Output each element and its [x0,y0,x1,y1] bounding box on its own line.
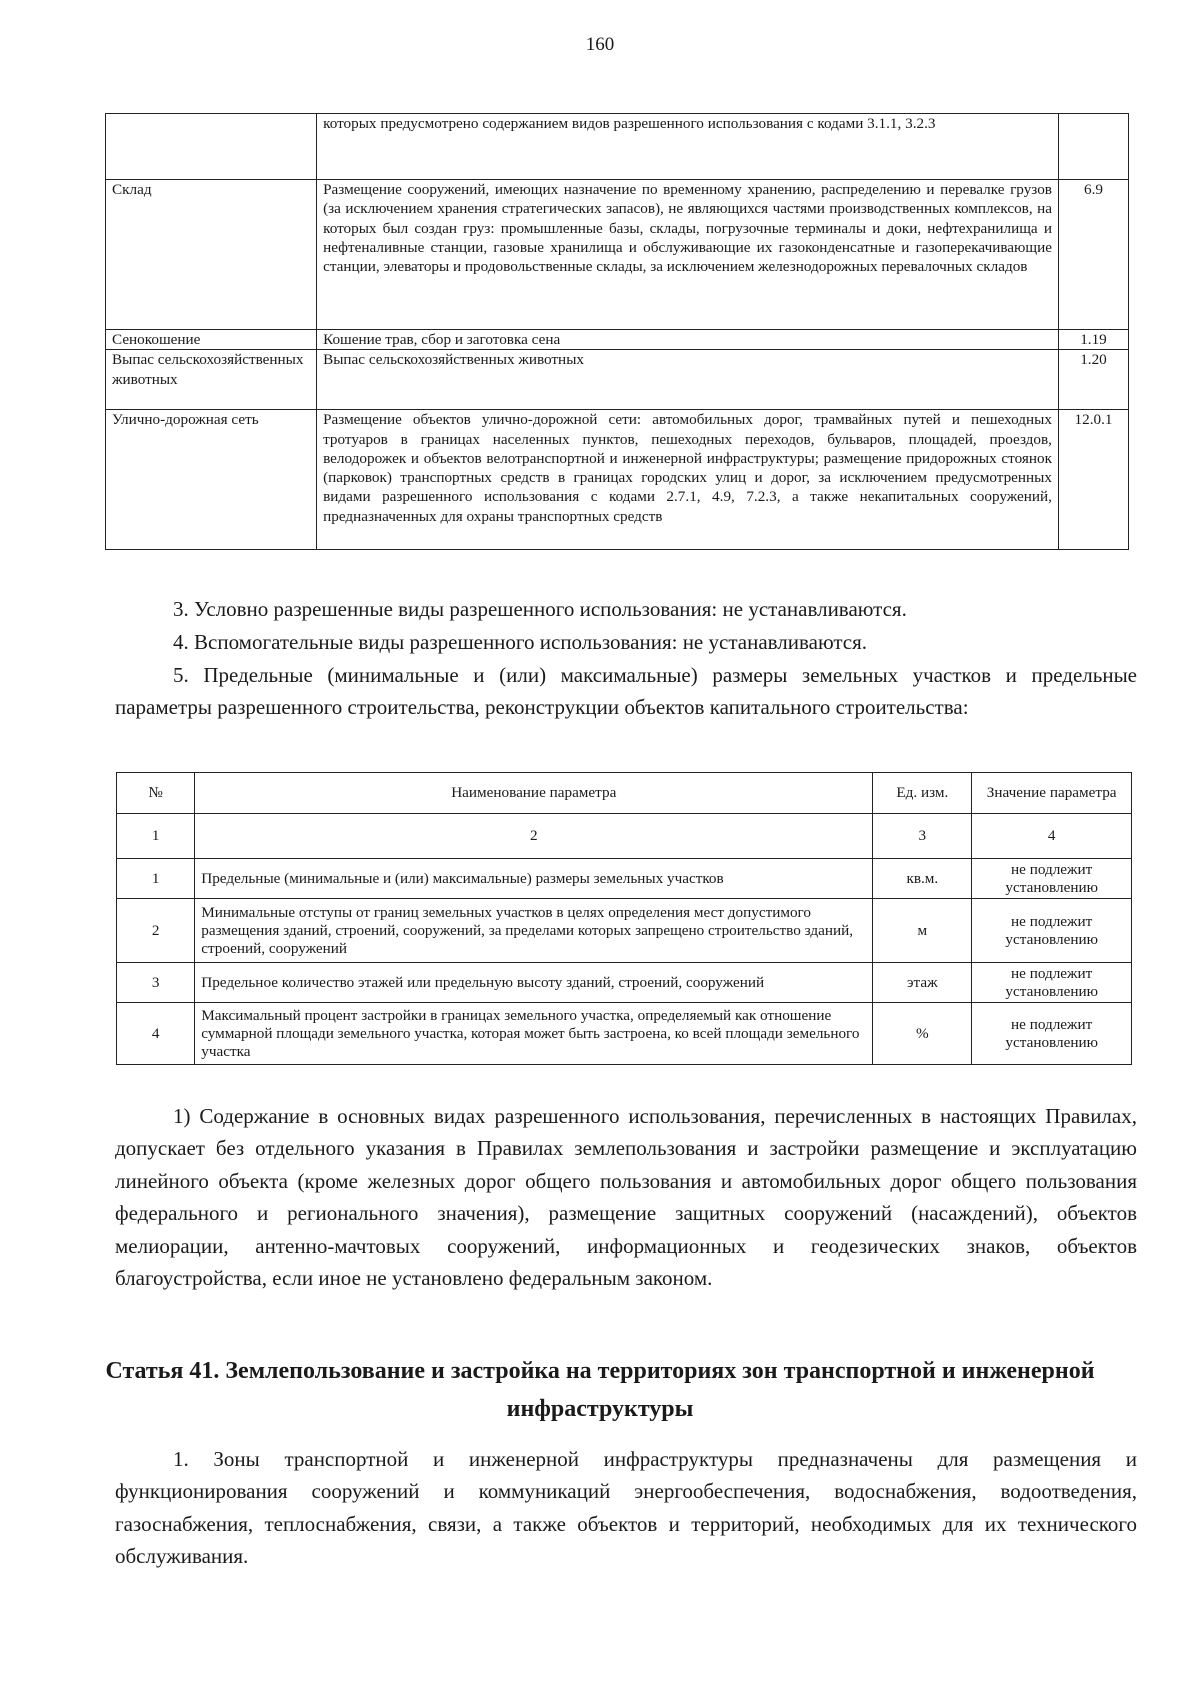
use-name [106,114,317,180]
param-name: Предельное количество этажей или предельную высоту зданий, строений, сооружений [195,963,873,1003]
use-name: Склад [106,180,317,330]
table-row [106,350,1129,410]
header-parameter-name: Наименование параметра [195,773,873,814]
table-header-row [117,773,1132,814]
article-heading: Статья 41. Землепользование и застройка на территориях зон транспортной и инженерной инфраструктуры [105,1358,1095,1422]
table-row [117,1003,1132,1065]
index-cell: 3 [873,814,972,859]
use-code: 6.9 [1058,180,1128,330]
param-number: 1 [117,859,195,899]
use-description: которых предусмотрено содержанием видов разрешенного использования с кодами 3.1.1, 3.2.3 [317,114,1059,180]
param-name: Минимальные отступы от границ земельных участков в целях определения мест допустимого размещения зданий, строений, сооружений, за пределами которых запрещено строительство зданий, строений, сооружений [195,899,873,963]
index-cell: 1 [117,814,195,859]
paragraph-auxiliary-uses: 4. Вспомогательные виды разрешенного использования: не устанавливаются. [173,630,868,654]
use-description: Выпас сельскохозяйственных животных [317,350,1059,410]
use-name: Выпас сельскохозяйственных животных [106,350,317,410]
table-row [117,899,1132,963]
header-unit: Ед. изм. [873,773,972,814]
param-name: Предельные (минимальные и (или) максимальные) размеры земельных участков [195,859,873,899]
param-number: 3 [117,963,195,1003]
param-number: 4 [117,1003,195,1065]
use-description: Размещение сооружений, имеющих назначение по временному хранению, распределению и перевалке грузов (за исключением хранения стратегических запасов), не являющихся частями производственных комплексов, на которых был создан груз: промышленные базы, склады, погрузочные терминалы и доки, нефтехранилища и нефтеналивные станции, газовые хранилища и обслуживающие их газоконденсатные и газоперекачивающие станции, элеваторы и продовольственные склады, за исключением железнодорожных перевалочных складов [317,180,1059,330]
land-use-table [105,113,1129,550]
table-index-row [117,814,1132,859]
index-cell: 2 [195,814,873,859]
use-description: Кошение трав, сбор и заготовка сена [317,330,1059,350]
paragraph-note: 1) Содержание в основных видах разрешенного использования, перечисленных в настоящих Правилах, допускает без отдельного указания в Правилах землепользования и застройки размещение и эксплуатацию линейного объекта (кроме железных дорог общего пользования и автомобильных дорог общего пользования федерального и регионального значения), размещение защитных сооружений (насаждений), объектов мелиорации, антенно-мачтовых сооружений, информационных и геодезических знаков, объектов благоустройства, если иное не установлено федеральным законом. [115,1104,1137,1291]
header-number: № [117,773,195,814]
table-row [117,859,1132,899]
use-code: 1.20 [1058,350,1128,410]
param-unit: м [873,899,972,963]
table-row [106,330,1129,350]
use-code: 12.0.1 [1058,410,1128,550]
param-value: не подлежит установлению [972,963,1132,1003]
table-row [106,114,1129,180]
param-value: не подлежит установлению [972,859,1132,899]
param-value: не подлежит установлению [972,899,1132,963]
page-number: 160 [585,34,615,55]
use-code: 1.19 [1058,330,1128,350]
header-value: Значение параметра [972,773,1132,814]
param-unit: кв.м. [873,859,972,899]
paragraph-limit-parameters: 5. Предельные (минимальные и (или) максимальные) размеры земельных участков и предельные параметры разрешенного строительства, реконструкции объектов капитального строительства: [115,663,1137,720]
param-value: не подлежит установлению [972,1003,1132,1065]
use-name: Улично-дорожная сеть [106,410,317,550]
param-unit: % [873,1003,972,1065]
use-name: Сенокошение [106,330,317,350]
table-row [106,180,1129,330]
paragraph-article-1: 1. Зоны транспортной и инженерной инфраструктуры предназначены для размещения и функционирования сооружений и коммуникаций энергообеспечения, водоснабжения, водоотведения, газоснабжения, теплоснабжения, связи, а также объектов и территорий, необходимых для их технического обслуживания. [115,1447,1137,1569]
use-code [1058,114,1128,180]
parameters-table [116,772,1132,1065]
index-cell: 4 [972,814,1132,859]
table-row [106,410,1129,550]
param-unit: этаж [873,963,972,1003]
use-description: Размещение объектов улично-дорожной сети: автомобильных дорог, трамвайных путей и пешеходных тротуаров в границах населенных пунктов, пешеходных переходов, бульваров, площадей, проездов, велодорожек и объектов велотранспортной и инженерной инфраструктуры; размещение придорожных стоянок (парковок) транспортных средств в границах городских улиц и дорог, за исключением предусмотренных видами разрешенного использования с кодами 2.7.1, 4.9, 7.2.3, а также некапитальных сооружений, предназначенных для охраны транспортных средств [317,410,1059,550]
paragraph-conditional-uses: 3. Условно разрешенные виды разрешенного использования: не устанавливаются. [173,597,907,621]
param-number: 2 [117,899,195,963]
table-row [117,963,1132,1003]
param-name: Максимальный процент застройки в границах земельного участка, определяемый как отношение суммарной площади земельного участка, которая может быть застроена, ко всей площади земельного участка [195,1003,873,1065]
